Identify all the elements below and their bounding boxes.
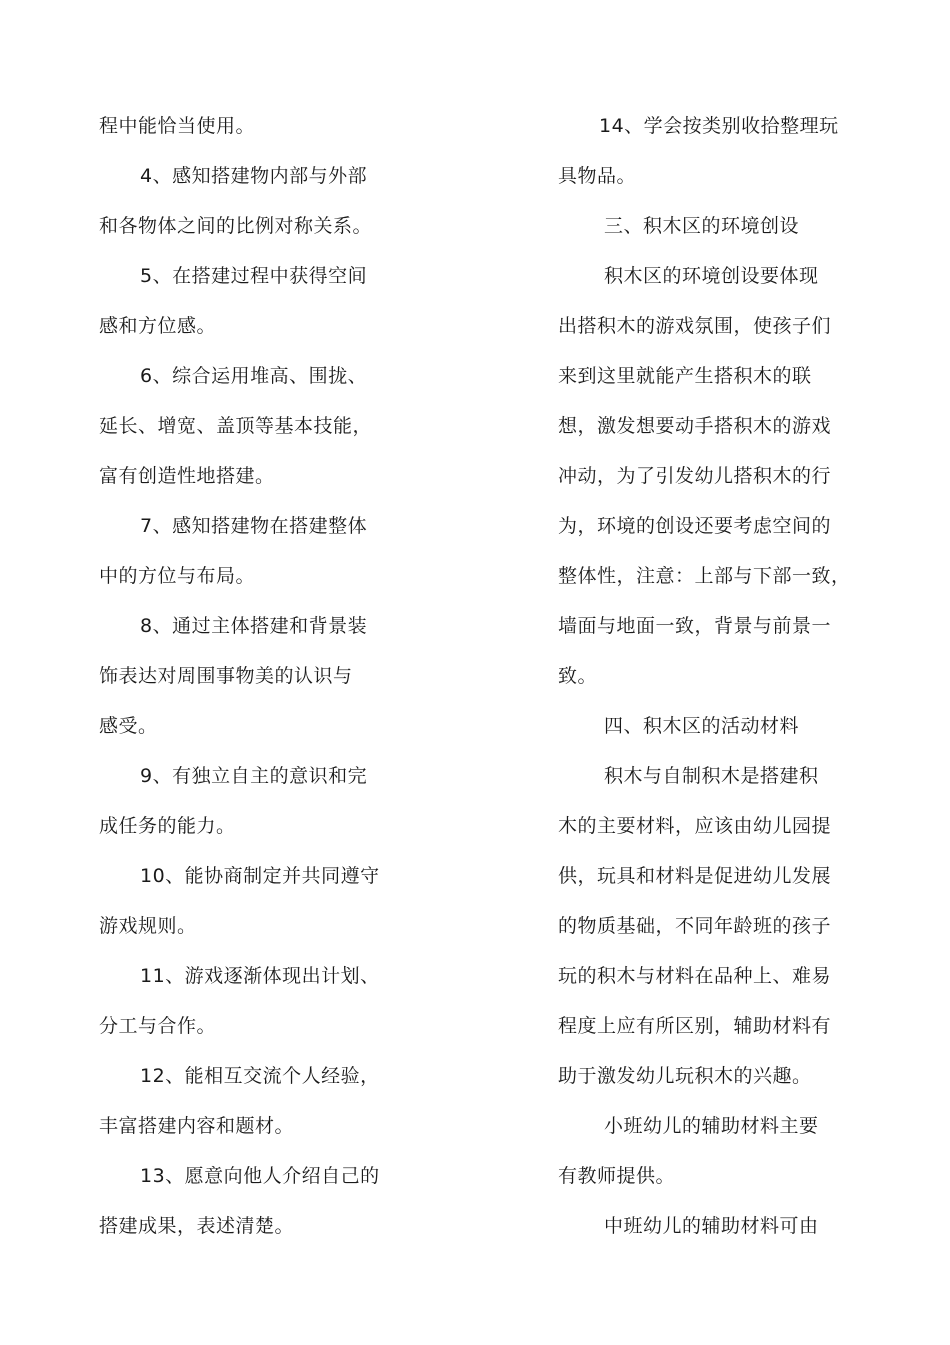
text-line: 中的方位与布局。 bbox=[99, 565, 256, 587]
text-line: 出搭积木的游戏氛围，使孩子们 bbox=[558, 315, 832, 337]
text-line: 冲动，为了引发幼儿搭积木的行 bbox=[558, 465, 832, 487]
text-line: 富有创造性地搭建。 bbox=[99, 465, 275, 487]
right-column bbox=[558, 101, 851, 1251]
text-line: 想，激发想要动手搭积木的游戏 bbox=[558, 415, 832, 437]
list-item-9: 9、有独立自主的意识和完 bbox=[140, 765, 368, 787]
list-item-13: 13、愿意向他人介绍自己的 bbox=[140, 1165, 380, 1187]
text-line: 有教师提供。 bbox=[558, 1165, 676, 1187]
text-line: 木的主要材料，应该由幼儿园提 bbox=[558, 815, 832, 837]
list-item-14: 14、学会按类别收拾整理玩 bbox=[599, 115, 839, 137]
list-item-12: 12、能相互交流个人经验， bbox=[140, 1065, 380, 1087]
text-line: 致。 bbox=[558, 665, 598, 687]
text-line: 游戏规则。 bbox=[99, 915, 197, 937]
text-line: 搭建成果，表述清楚。 bbox=[99, 1215, 295, 1237]
text-line: 程度上应有所区别，辅助材料有 bbox=[558, 1015, 832, 1037]
text-line: 感和方位感。 bbox=[99, 315, 217, 337]
text-line: 供，玩具和材料是促进幼儿发展 bbox=[558, 865, 832, 887]
text-line: 玩的积木与材料在品种上、难易 bbox=[558, 965, 832, 987]
text-line: 的物质基础，不同年龄班的孩子 bbox=[558, 915, 832, 937]
text-line: 饰表达对周围事物美的认识与 bbox=[99, 665, 353, 687]
text-line: 为，环境的创设还要考虑空间的 bbox=[558, 515, 832, 537]
list-item-11: 11、游戏逐渐体现出计划、 bbox=[140, 965, 380, 987]
list-item-10: 10、能协商制定并共同遵守 bbox=[140, 865, 380, 887]
text-line: 整体性，注意：上部与下部一致， bbox=[558, 565, 851, 587]
text-line: 来到这里就能产生搭积木的联 bbox=[558, 365, 812, 387]
list-item-8: 8、通过主体搭建和背景装 bbox=[140, 615, 368, 637]
text-line: 和各物体之间的比例对称关系。 bbox=[99, 215, 373, 237]
text-line: 墙面与地面一致，背景与前景一 bbox=[558, 615, 832, 637]
text-line: 助于激发幼儿玩积木的兴趣。 bbox=[558, 1065, 812, 1087]
text-line: 丰富搭建内容和题材。 bbox=[99, 1115, 295, 1137]
text-line: 具物品。 bbox=[558, 165, 637, 187]
text-line: 感受。 bbox=[99, 715, 158, 737]
text-line: 分工与合作。 bbox=[99, 1015, 217, 1037]
list-item-4: 4、感知搭建物内部与外部 bbox=[140, 165, 368, 187]
paragraph-start: 小班幼儿的辅助材料主要 bbox=[604, 1115, 819, 1137]
section-heading-environment: 三、积木区的环境创设 bbox=[604, 215, 800, 237]
paragraph-start: 中班幼儿的辅助材料可由 bbox=[604, 1215, 819, 1237]
text-line: 程中能恰当使用。 bbox=[99, 115, 256, 137]
list-item-6: 6、综合运用堆高、围拢、 bbox=[140, 365, 368, 387]
left-column bbox=[99, 101, 389, 1251]
list-item-5: 5、在搭建过程中获得空间 bbox=[140, 265, 368, 287]
list-item-7: 7、感知搭建物在搭建整体 bbox=[140, 515, 368, 537]
section-heading-materials: 四、积木区的活动材料 bbox=[604, 715, 800, 737]
text-line: 成任务的能力。 bbox=[99, 815, 236, 837]
paragraph-start: 积木区的环境创设要体现 bbox=[604, 265, 819, 287]
text-line: 延长、增宽、盖顶等基本技能， bbox=[99, 415, 373, 437]
paragraph-start: 积木与自制积木是搭建积 bbox=[604, 765, 819, 787]
